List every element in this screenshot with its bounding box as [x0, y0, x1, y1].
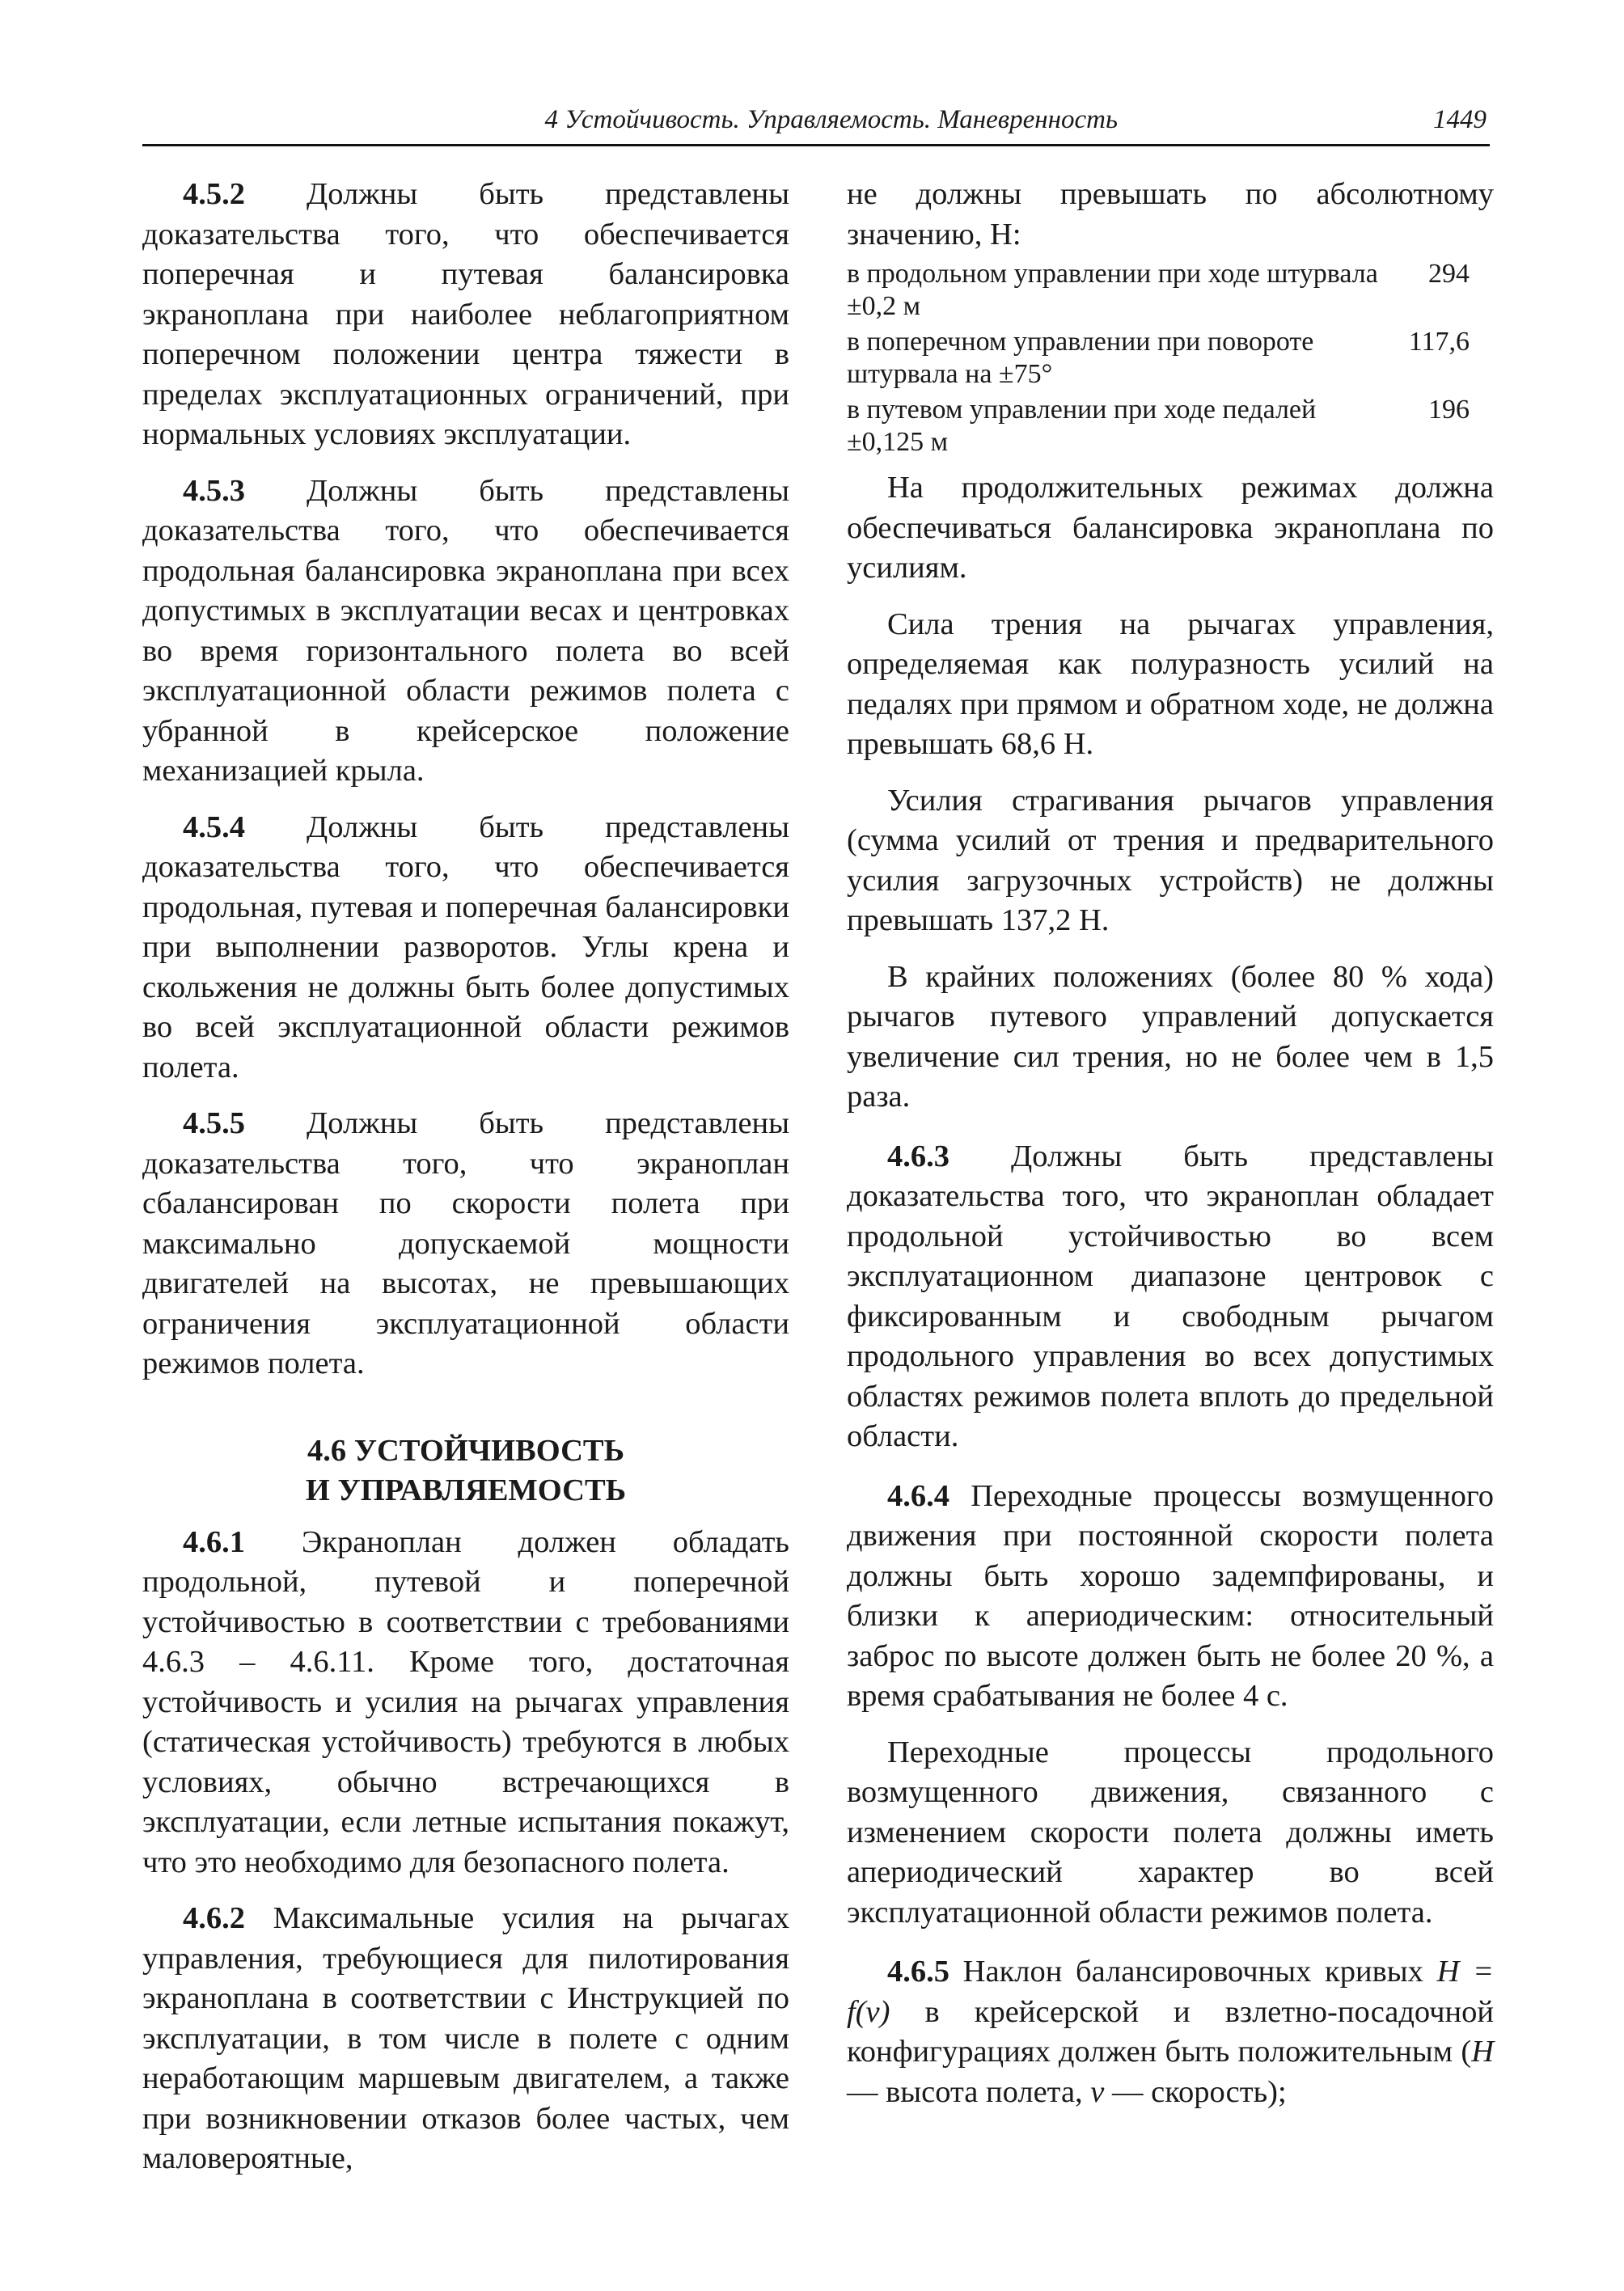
- clause-number: 4.6.5: [887, 1955, 949, 1989]
- row-value: 294: [1428, 259, 1470, 289]
- paragraph-transients: Переходные процессы продольного возмущенного движения, связанного с изменением скорости полета должны иметь апериодический характер во всей эксплуатационной области режимов полета.: [847, 1735, 1494, 1930]
- clause-4-6-3: [847, 1137, 1494, 1457]
- clause-text-post: — скорость);: [1104, 2074, 1287, 2109]
- section-heading-line1: 4.6 УСТОЙЧИВОСТЬ: [307, 1433, 625, 1468]
- row-value: 196: [1428, 395, 1470, 425]
- paragraph-extreme-positions: В крайних положениях (более 80 % хода) рычагов путевого управлений допускается увеличение сил трения, но не более чем в 1,5 раза.: [847, 959, 1494, 1114]
- formula: H = f(v): [847, 1955, 1495, 2029]
- clause-4-6-5: [847, 1952, 1494, 2112]
- clause-number: 4.5.3: [183, 473, 245, 508]
- clause-text: Должны быть представлены доказательства того, что экраноплан сбалансирован по скорости полета при максимально допускаемой мощности двигателей на высотах, не превышающих ограничения эксплуатационной области режимов полета.: [142, 1106, 790, 1380]
- clause-4-6-2: [142, 1899, 789, 2179]
- left-column: [142, 175, 789, 2179]
- clause-text: Должны быть представлены доказательства того, что обеспечивается продольная, путевая и поперечная балансировки при выполнении разворотов. Углы крена и скольжения не должны быть более допустимых во всей эксплуатационной области режимов полета.: [142, 809, 790, 1084]
- page-number: 1449: [1433, 105, 1487, 134]
- clause-number: 4.5.5: [183, 1106, 245, 1140]
- clause-text-pre: Наклон балансировочных кривых: [962, 1955, 1423, 1989]
- section-title: 4 Устойчивость. Управляемость. Маневренность: [544, 105, 1118, 134]
- clause-number: 4.6.2: [183, 1901, 245, 1935]
- paragraph-friction: Сила трения на рычагах управления, определяемая как полуразность усилий на педалях при прямом и обратном ходе, не должна превышать 68,6 Н.: [847, 607, 1494, 761]
- row-label: в путевом управлении при ходе педалей ±0,125 м: [847, 395, 1317, 457]
- running-header: [142, 104, 1490, 146]
- symbol-h: H: [1471, 2035, 1494, 2069]
- row-value: 117,6: [1408, 327, 1470, 357]
- clause-text-mid: в крейсерской и взлетно-посадочной конфигурациях должен быть положительным (: [847, 1994, 1494, 2069]
- clause-4-5-5: [142, 1104, 789, 1384]
- clause-text: Должны быть представлены доказательства того, что обеспечивается поперечная и путевая балансировка экраноплана при наиболее неблагоприятном поперечном положении центра тяжести в пределах эксплуатационных ограничений, при нормальных условиях эксплуатации.: [142, 177, 790, 451]
- clause-4-6-1: [142, 1523, 789, 1883]
- table-row: [847, 258, 1494, 323]
- symbol-v: v: [1090, 2074, 1105, 2109]
- clause-number: 4.5.4: [183, 809, 245, 844]
- clause-number: 4.6.1: [183, 1524, 245, 1559]
- table-row: [847, 394, 1494, 459]
- row-label: в продольном управлении при ходе штурвала ±0,2 м: [847, 259, 1378, 321]
- clause-4-6-4: [847, 1477, 1494, 1717]
- clause-4-6-2-continued: не должны превышать по абсолютному значению, Н:: [847, 177, 1494, 252]
- clause-text: Максимальные усилия на рычагах управления, требующиеся для пилотирования экраноплана в соответствии с Инструкцией по эксплуатации, в том числе в полете с одним неработающим маршевым двигателем, а также при возникновении отказов более частых, чем маловероятные,: [142, 1901, 789, 2175]
- clause-text-mid2: — высота полета,: [847, 2074, 1091, 2109]
- clause-number: 4.6.4: [887, 1478, 949, 1513]
- clause-text: Должны быть представлены доказательства того, что обеспечивается продольная балансировка экраноплана при всех допустимых в эксплуатации весах и центровках во время горизонтального полета во всей эксплуатационной области режимов полета с убранной в крейсерское положение механизацией крыла.: [142, 473, 790, 788]
- table-row: [847, 326, 1494, 391]
- clause-4-5-2: [142, 175, 789, 455]
- section-heading-line2: И УПРАВЛЯЕМОСТЬ: [305, 1473, 627, 1507]
- clause-number: 4.6.3: [887, 1139, 949, 1173]
- clause-4-5-3: [142, 471, 789, 792]
- paragraph-breakout-forces: Усилия страгивания рычагов управления (сумма усилий от трения и предварительного усилия загрузочных устройств) не должны превышать 137,2 Н.: [847, 783, 1494, 937]
- clause-text: Экраноплан должен обладать продольной, путевой и поперечной устойчивостью в соответствии с требованиями 4.6.3 – 4.6.11. Кроме того, достаточная устойчивость и усилия на рычагах управления (статическая устойчивость) требуются в любых условиях, обычно встречающихся в эксплуатации, если летные испытания покажут, что это необходимо для безопасного полета.: [142, 1524, 789, 1879]
- clause-text: Переходные процессы возмущенного движения при постоянной скорости полета должны быть хорошо задемпфированы, и близки к апериодическим: относительный заброс по высоте должен быть не более 20 %, а время срабатывания не более 4 с.: [847, 1478, 1494, 1713]
- clause-4-5-4: [142, 808, 789, 1088]
- clause-number: 4.5.2: [183, 177, 245, 211]
- clause-text: Должны быть представлены доказательства того, что экраноплан обладает продольной устойчивостью во всем эксплуатационном диапазоне центровок с фиксированным и свободным рычагом продольного управления во всех допустимых областях режимов полета вплоть до предельной области.: [847, 1139, 1495, 1453]
- paragraph-trim-forces: На продолжительных режимах должна обеспечиваться балансировка экраноплана по усилиям.: [847, 471, 1494, 585]
- right-column: [847, 175, 1494, 2112]
- section-heading: [142, 1431, 789, 1511]
- row-label: в поперечном управлении при повороте штурвала на ±75°: [847, 327, 1314, 389]
- force-limits-table: [847, 258, 1494, 459]
